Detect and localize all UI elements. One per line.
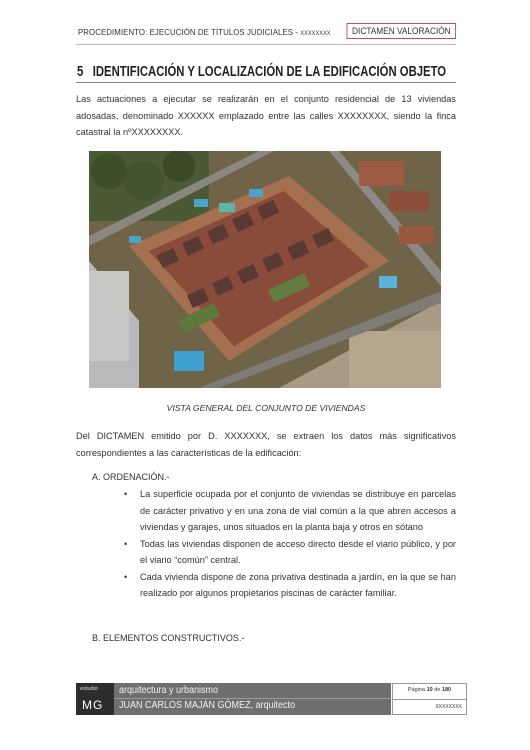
section-title: IDENTIFICACIÓN Y LOCALIZACIÓN DE LA EDIFICACIÓN OBJETO [92,64,447,80]
dictamen-paragraph: Del DICTAMEN emitido por D. XXXXXXX, se extraen los datos más significativos correspondientes a las características de la edificación: [76,431,456,458]
logo-mark: MG [82,698,104,712]
bullet-icon: • [124,489,128,499]
list-item: • Todas las viviendas disponen de acceso directo desde el viario público, y por el viario “común” central. [124,536,456,569]
page-number: Página 10 de 180 [407,687,452,693]
bullet-list [124,486,456,602]
footer-page-block [392,683,467,715]
footer-code: XXXXXXXX [435,704,462,710]
footer-line-1: arquitectura y urbanismo [119,685,219,696]
section-number: 5 [77,64,84,80]
list-item: • Cada vivienda dispone de zona privativa destinada a jardín, en la que se han realizado por algunos propietarios piscinas de carácter familiar. [124,569,456,602]
section-heading [77,64,446,80]
footer-line-2: JUAN CARLOS MAJÁN GÓMEZ, arquitecto [119,700,296,711]
procedure-label: PROCEDIMIENTO: EJECUCIÓN DE TÍTULOS JUDICIALES - XXXXXXXX [78,27,331,37]
studio-logo [76,683,114,715]
list-heading-a: A. ORDENACIÓN.- [92,472,170,482]
intro-paragraph: Las actuaciones a ejecutar se realizarán en el conjunto residencial de 13 viviendas adosadas, denominado XXXXXX emplazado entre las calles XXXXXXXX, siendo la finca catastral la nºXXXXXXXX. [76,94,456,137]
section-divider [76,82,456,83]
footer-author-block [114,683,391,715]
list-item: • La superficie ocupada por el conjunto de viviendas se distribuye en parcelas de carácter privativo y en una zona de vial común a la que abren accesos a viviendas y garajes, unos situados en la planta baja y otros en sótano [124,486,456,536]
bullet-icon: • [124,571,128,582]
page-header [76,22,456,42]
aerial-photo [89,151,441,388]
footer-separator [114,698,391,699]
doc-type-badge: DICTAMEN VALORACIÓN [346,23,456,39]
logo-caption: estudio [80,686,98,692]
procedure-code: XXXXXXXX [300,31,331,37]
bullet-icon: • [124,538,128,549]
page-footer [76,683,467,715]
list-heading-b: B. ELEMENTOS CONSTRUCTIVOS.- [92,633,245,643]
footer-separator [393,699,466,700]
header-divider [76,44,456,45]
photo-caption: VISTA GENERAL DEL CONJUNTO DE VIVIENDAS [166,403,366,413]
